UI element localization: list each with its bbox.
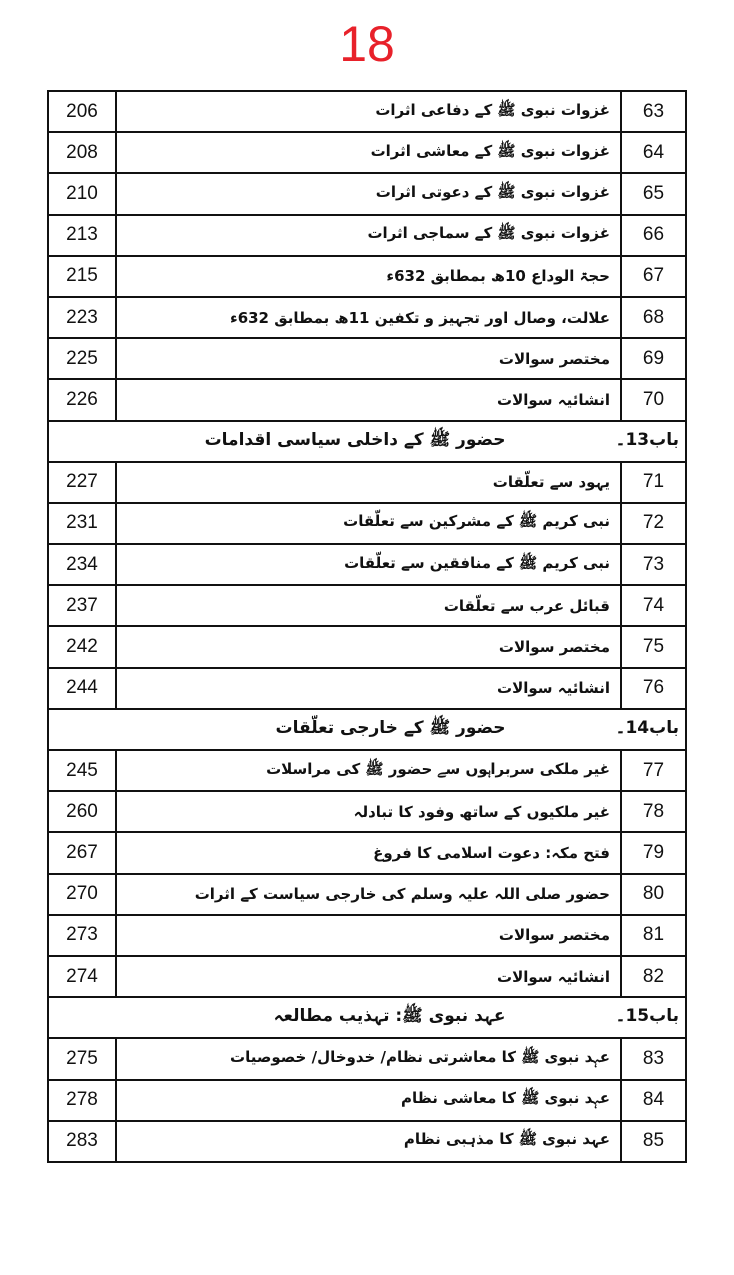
page-number: 18 [339, 16, 395, 72]
title-cell: نبی کریم ﷺ کے منافقین سے تعلّقات [116, 544, 621, 585]
number-cell: 66 [621, 215, 686, 256]
toc-entry-row [48, 338, 686, 379]
title-cell: نبی کریم ﷺ کے مشرکین سے تعلّقات [116, 503, 621, 544]
title-cell: مختصر سوالات [116, 915, 621, 956]
number-cell: 70 [621, 379, 686, 420]
page-cell: 244 [48, 668, 116, 709]
toc-body [48, 91, 686, 1162]
page-cell: 242 [48, 626, 116, 667]
number-cell: 67 [621, 256, 686, 297]
title-cell: غزوات نبوی ﷺ کے سماجی اثرات [116, 215, 621, 256]
chapter-title: عہد نبوی ﷺ: تہذیب مطالعہ [273, 1006, 506, 1027]
number-cell: 83 [621, 1038, 686, 1079]
page-cell: 234 [48, 544, 116, 585]
toc-entry-row [48, 585, 686, 626]
title-cell: انشائیہ سوالات [116, 379, 621, 420]
chapter-label: باب14۔ [615, 717, 679, 738]
number-cell: 73 [621, 544, 686, 585]
toc-entry-row [48, 132, 686, 173]
toc-entry-row [48, 544, 686, 585]
title-cell: غیر ملکیوں کے ساتھ وفود کا تبادلہ [116, 791, 621, 832]
chapter-label: باب13۔ [615, 429, 679, 450]
toc-entry-row [48, 503, 686, 544]
number-cell: 71 [621, 462, 686, 503]
toc-entry-row [48, 626, 686, 667]
page-cell: 208 [48, 132, 116, 173]
toc-entry-row [48, 379, 686, 420]
number-cell: 64 [621, 132, 686, 173]
title-cell: انشائیہ سوالات [116, 956, 621, 997]
page-cell: 227 [48, 462, 116, 503]
chapter-heading-row [48, 709, 686, 750]
page-cell: 237 [48, 585, 116, 626]
toc-entry-row [48, 915, 686, 956]
number-cell: 80 [621, 874, 686, 915]
page-cell: 213 [48, 215, 116, 256]
page-cell: 206 [48, 91, 116, 132]
page-cell: 231 [48, 503, 116, 544]
toc-entry-row [48, 791, 686, 832]
chapter-heading-cell [48, 421, 686, 462]
page-cell: 270 [48, 874, 116, 915]
title-cell: حضور صلی اللہ علیہ وسلم کی خارجی سیاست کے اثرات [116, 874, 621, 915]
title-cell: عہد نبوی ﷺ کا معاشی نظام [116, 1080, 621, 1121]
toc-entry-row [48, 1038, 686, 1079]
page-cell: 275 [48, 1038, 116, 1079]
toc-entry-row [48, 956, 686, 997]
title-cell: غزوات نبوی ﷺ کے دفاعی اثرات [116, 91, 621, 132]
chapter-heading-row [48, 997, 686, 1038]
chapter-label: باب15۔ [615, 1006, 679, 1027]
number-cell: 68 [621, 297, 686, 338]
number-cell: 85 [621, 1121, 686, 1162]
title-cell: عہد نبوی ﷺ کا معاشرتی نظام/ خدوخال/ خصوصیات [116, 1038, 621, 1079]
number-cell: 69 [621, 338, 686, 379]
title-cell: انشائیہ سوالات [116, 668, 621, 709]
toc-entry-row [48, 1121, 686, 1162]
toc-entry-row [48, 832, 686, 873]
page-cell: 274 [48, 956, 116, 997]
title-cell: قبائل عرب سے تعلّقات [116, 585, 621, 626]
toc-entry-row [48, 256, 686, 297]
title-cell: غیر ملکی سربراہوں سے حضور ﷺ کی مراسلات [116, 750, 621, 791]
number-cell: 72 [621, 503, 686, 544]
toc-entry-row [48, 173, 686, 214]
title-cell: فتح مکہ: دعوت اسلامی کا فروغ [116, 832, 621, 873]
toc-entry-row [48, 91, 686, 132]
title-cell: حجۃ الوداع 10ھ بمطابق 632ء [116, 256, 621, 297]
toc-entry-row [48, 668, 686, 709]
title-cell: غزوات نبوی ﷺ کے معاشی اثرات [116, 132, 621, 173]
number-cell: 84 [621, 1080, 686, 1121]
title-cell: علالت، وصال اور تجہیز و تکفین 11ھ بمطابق 632ء [116, 297, 621, 338]
number-cell: 78 [621, 791, 686, 832]
toc-entry-row [48, 215, 686, 256]
page-cell: 278 [48, 1080, 116, 1121]
number-cell: 82 [621, 956, 686, 997]
toc-entry-row [48, 462, 686, 503]
page-cell: 245 [48, 750, 116, 791]
chapter-title: حضور ﷺ کے خارجی تعلّقات [275, 717, 506, 738]
chapter-title: حضور ﷺ کے داخلی سیاسی اقدامات [204, 429, 506, 450]
number-cell: 77 [621, 750, 686, 791]
page-cell: 273 [48, 915, 116, 956]
chapter-heading-cell [48, 997, 686, 1038]
title-cell: یہود سے تعلّقات [116, 462, 621, 503]
number-cell: 63 [621, 91, 686, 132]
chapter-heading-cell [48, 709, 686, 750]
number-cell: 76 [621, 668, 686, 709]
number-cell: 79 [621, 832, 686, 873]
title-cell: عہد نبوی ﷺ کا مذہبی نظام [116, 1121, 621, 1162]
toc-entry-row [48, 297, 686, 338]
page-cell: 226 [48, 379, 116, 420]
table-of-contents [47, 90, 687, 1163]
number-cell: 81 [621, 915, 686, 956]
toc-entry-row [48, 1080, 686, 1121]
number-cell: 75 [621, 626, 686, 667]
page-cell: 267 [48, 832, 116, 873]
number-cell: 65 [621, 173, 686, 214]
page-cell: 260 [48, 791, 116, 832]
title-cell: غزوات نبوی ﷺ کے دعوتی اثرات [116, 173, 621, 214]
title-cell: مختصر سوالات [116, 338, 621, 379]
title-cell: مختصر سوالات [116, 626, 621, 667]
chapter-heading-row [48, 421, 686, 462]
toc-entry-row [48, 750, 686, 791]
toc-entry-row [48, 874, 686, 915]
page-cell: 215 [48, 256, 116, 297]
page-cell: 283 [48, 1121, 116, 1162]
page-cell: 225 [48, 338, 116, 379]
page-cell: 210 [48, 173, 116, 214]
page-cell: 223 [48, 297, 116, 338]
number-cell: 74 [621, 585, 686, 626]
